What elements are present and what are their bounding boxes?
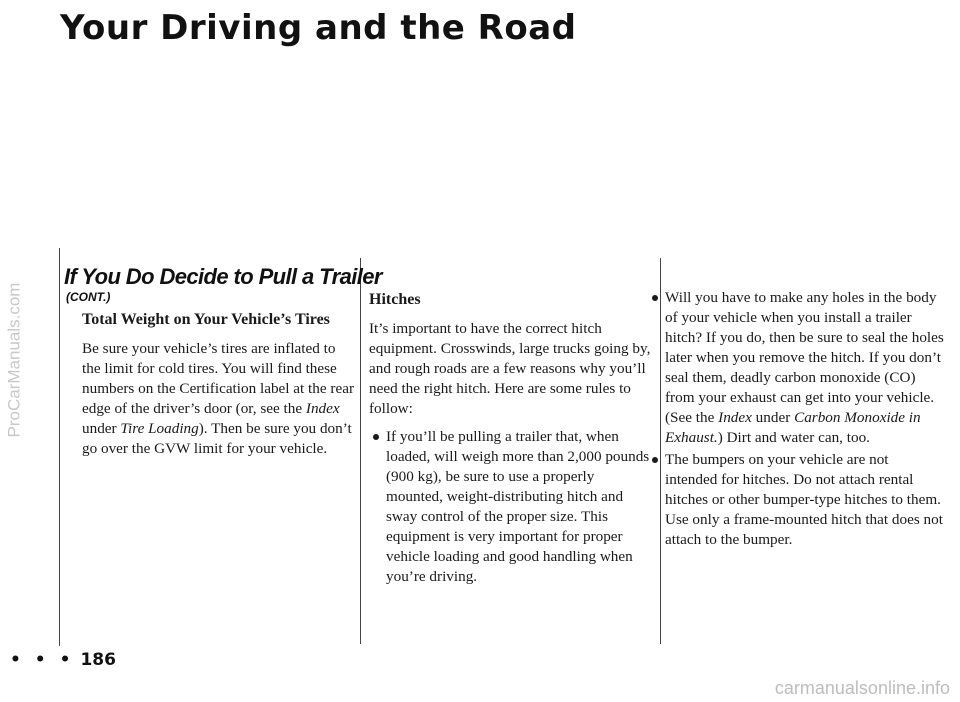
text-run: under	[82, 420, 121, 437]
column-1-heading: Total Weight on Your Vehicle’s Tires	[82, 311, 330, 328]
text-run: Be sure your vehicle’s tires are inflated to the limit for cold tires. You will find these numbers on the Certification label at the rear edge of the driver’s door (or, see the	[82, 340, 355, 417]
text-run: The bumpers on your vehicle are not intended for hitches. Do not attach rental hitches or other bumper-type hitches to them. Use only a frame-mounted hitch that does not attach to the bumper.	[665, 451, 943, 548]
text-run: ). Then be sure you don’t go over the GVW limit for your vehicle.	[82, 420, 352, 457]
bullet-item	[369, 427, 654, 587]
page-number: 186	[80, 650, 116, 670]
column-2-heading: Hitches	[369, 291, 421, 308]
column-3-bullets	[648, 288, 944, 550]
bullet-item	[648, 288, 944, 448]
italic-run: Index	[718, 409, 752, 426]
page-footer	[10, 650, 116, 670]
column-2-bullets	[369, 427, 654, 587]
text-run: If you’ll be pulling a trailer that, when loaded, will weigh more than 2,000 pounds (900 kg), be sure to use a properly mounted, weight-distributing hitch and sway control of the proper size. This equipment is very important for proper vehicle loading and good handling when you’re driving.	[386, 428, 650, 585]
text-run: ) Dirt and water can, too.	[717, 429, 870, 446]
footer-dots: • • •	[10, 650, 75, 670]
column-3	[648, 288, 944, 552]
italic-run: Tire Loading	[120, 420, 199, 437]
side-watermark	[2, 190, 26, 530]
text-run: under	[751, 409, 795, 426]
source-watermark: carmanualsonline.info	[774, 678, 950, 698]
continued-label: (CONT.)	[66, 290, 111, 304]
column-2	[369, 290, 654, 589]
page-title: Your Driving and the Road	[60, 8, 577, 48]
column-rule-middle	[360, 258, 361, 644]
column-1-body	[82, 339, 354, 459]
section-heading: If You Do Decide to Pull a Trailer	[64, 264, 382, 289]
column-2-intro: It’s important to have the correct hitch equipment. Crosswinds, large trucks going by, and rough roads are a few reasons why you’ll need the right hitch. Here are some rules to follow:	[369, 320, 651, 417]
italic-run: Index	[305, 400, 340, 417]
bullet-item	[648, 450, 944, 550]
text-run: Will you have to make any holes in the body of your vehicle when you install a trailer hitch? If you do, then be sure to seal the holes later when you remove the hitch. If you don’t seal them, deadly carbon monoxide (CO) from your exhaust can get into your vehicle. (See the	[665, 289, 944, 426]
column-1	[82, 310, 354, 459]
italic-run: Carbon Monoxide in Exhaust.	[665, 409, 921, 446]
side-watermark-text: ProCarManuals.com	[4, 282, 24, 438]
column-rule-left	[59, 248, 60, 646]
